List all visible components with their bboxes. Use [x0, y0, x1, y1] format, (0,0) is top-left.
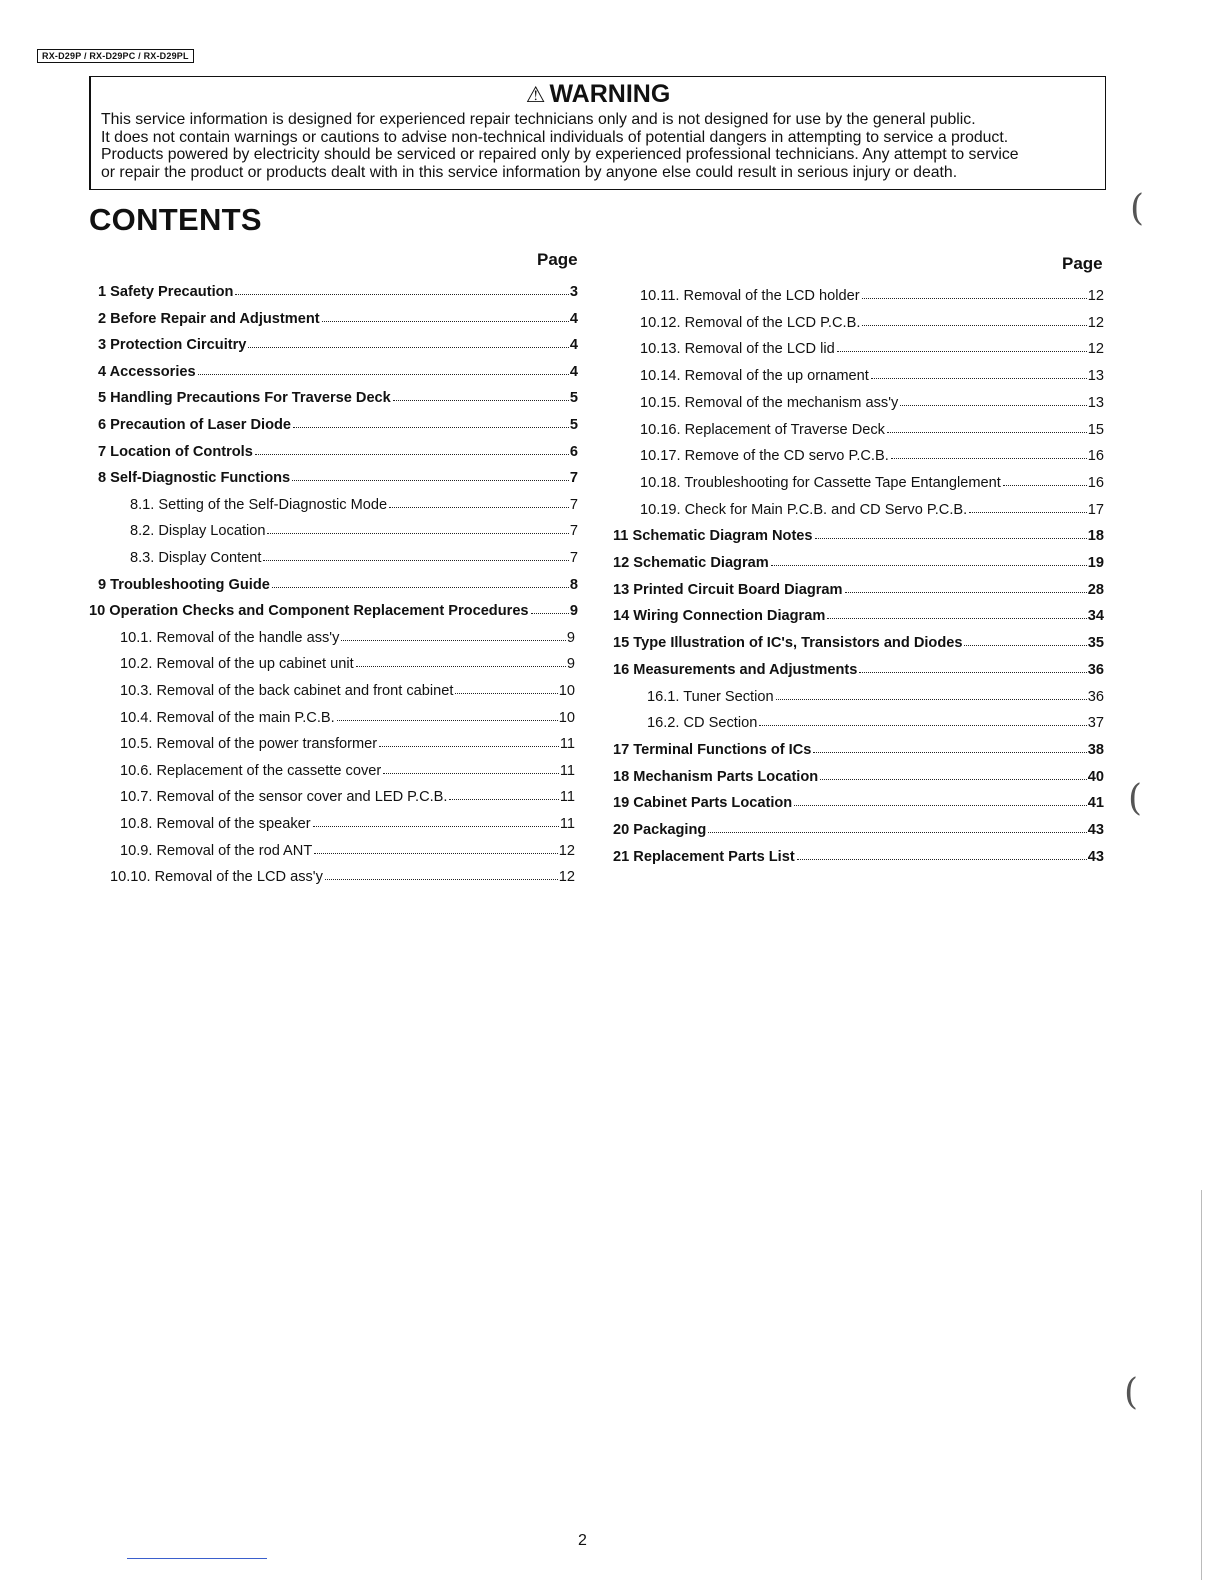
toc-leader-dots	[969, 512, 1087, 513]
toc-entry[interactable]	[640, 282, 1104, 304]
toc-entry-page: 12	[1087, 341, 1104, 358]
toc-entry-label: 4 Accessories	[98, 363, 196, 380]
toc-entry[interactable]	[640, 362, 1104, 384]
toc-entry-page: 36	[1087, 688, 1104, 705]
toc-leader-dots	[255, 454, 569, 455]
toc-entry[interactable]	[647, 683, 1104, 705]
toc-entry-page: 13	[1087, 394, 1104, 411]
page-column-header-right: Page	[1062, 254, 1103, 273]
toc-entry-label: 10.16. Replacement of Traverse Deck	[640, 421, 885, 438]
model-tag: RX-D29P / RX-D29PC / RX-D29PL	[37, 49, 194, 63]
toc-entry-label: 10.8. Removal of the speaker	[120, 816, 311, 832]
toc-leader-dots	[820, 779, 1087, 780]
toc-entry[interactable]	[640, 335, 1104, 357]
toc-entry[interactable]	[120, 677, 575, 699]
toc-leader-dots	[272, 587, 569, 588]
binder-mark: (	[1130, 188, 1145, 229]
toc-entry-page: 3	[569, 284, 578, 300]
toc-entry[interactable]	[613, 736, 1104, 758]
toc-entry[interactable]	[120, 810, 575, 832]
toc-leader-dots	[845, 592, 1087, 593]
toc-leader-dots	[248, 347, 568, 348]
toc-entry-label: 9 Troubleshooting Guide	[98, 576, 270, 593]
toc-entry[interactable]	[98, 305, 578, 327]
toc-entry-page: 11	[559, 816, 575, 832]
toc-entry-page: 16	[1087, 474, 1104, 491]
toc-entry[interactable]	[640, 442, 1104, 464]
toc-entry[interactable]	[640, 389, 1104, 411]
toc-entry-page: 12	[558, 842, 575, 859]
toc-leader-dots	[759, 725, 1086, 726]
toc-entry[interactable]	[613, 602, 1104, 624]
warning-line: It does not contain warnings or cautions to advise non-technical individuals of potential dangers in attempting to service a product.	[101, 128, 1009, 146]
page-column-header-left: Page	[537, 250, 578, 269]
toc-leader-dots	[263, 560, 568, 561]
toc-entry-page: 6	[569, 443, 578, 460]
toc-entry-page: 37	[1087, 715, 1104, 732]
toc-entry[interactable]	[640, 469, 1104, 491]
toc-entry-page: 12	[558, 869, 575, 886]
toc-leader-dots	[198, 374, 569, 375]
toc-entry[interactable]	[120, 624, 575, 646]
toc-entry-page: 13	[1087, 368, 1104, 385]
toc-entry[interactable]	[89, 597, 578, 619]
toc-entry-page: 40	[1087, 768, 1104, 785]
toc-entry-label: 10.3. Removal of the back cabinet and front cabinet	[120, 683, 454, 699]
toc-entry-page: 4	[569, 363, 578, 380]
toc-leader-dots	[356, 666, 566, 667]
toc-entry-page: 5	[569, 390, 578, 407]
toc-entry-page: 4	[569, 337, 578, 354]
toc-entry-label: 10.12. Removal of the LCD P.C.B.	[640, 314, 861, 331]
toc-entry-page: 41	[1087, 795, 1104, 812]
toc-leader-dots	[337, 720, 558, 721]
toc-entry-label: 17 Terminal Functions of ICs	[613, 741, 812, 758]
toc-leader-dots	[393, 400, 569, 401]
toc-entry[interactable]	[98, 384, 578, 406]
toc-leader-dots	[837, 351, 1087, 352]
toc-entry[interactable]	[98, 464, 578, 486]
toc-entry[interactable]	[98, 358, 578, 380]
toc-leader-dots	[322, 321, 569, 322]
toc-entry[interactable]	[640, 496, 1104, 518]
toc-entry-page: 43	[1087, 848, 1104, 865]
toc-entry-page: 38	[1087, 741, 1104, 758]
toc-entry-label: 16 Measurements and Adjustments	[613, 661, 858, 678]
toc-leader-dots	[325, 879, 558, 880]
toc-entry[interactable]	[647, 709, 1104, 731]
warning-title: WARNING	[549, 80, 671, 108]
toc-leader-dots	[341, 640, 565, 641]
toc-entry-label: 10.19. Check for Main P.C.B. and CD Servo P.C.B.	[640, 501, 968, 518]
toc-entry-label: 10.6. Replacement of the cassette cover	[120, 762, 382, 779]
toc-entry-label: 1 Safety Precaution	[98, 284, 234, 300]
toc-entry-label: 13 Printed Circuit Board Diagram	[613, 581, 843, 598]
toc-entry[interactable]	[613, 549, 1104, 571]
toc-entry-page: 19	[1087, 555, 1104, 571]
toc-entry[interactable]	[613, 843, 1104, 865]
toc-entry[interactable]	[120, 783, 575, 805]
toc-entry-label: 10.11. Removal of the LCD holder	[640, 288, 860, 304]
toc-leader-dots	[900, 405, 1086, 406]
toc-entry[interactable]	[120, 650, 575, 672]
toc-entry-page: 28	[1087, 581, 1104, 598]
toc-entry-label: 5 Handling Precautions For Traverse Deck	[98, 390, 391, 407]
toc-entry-label: 12 Schematic Diagram	[613, 555, 769, 571]
toc-entry-page: 10	[558, 709, 575, 726]
toc-leader-dots	[794, 805, 1087, 806]
toc-entry-label: 10.15. Removal of the mechanism ass'y	[640, 394, 899, 411]
toc-entry-page: 18	[1087, 528, 1104, 545]
toc-leader-dots	[292, 480, 569, 481]
toc-entry-page: 12	[1087, 314, 1104, 331]
toc-entry[interactable]	[613, 789, 1104, 811]
toc-entry-label: 7 Location of Controls	[98, 443, 253, 460]
toc-leader-dots	[267, 533, 568, 534]
warning-heading	[91, 80, 1105, 109]
toc-entry-page: 9	[569, 603, 578, 620]
toc-leader-dots	[1003, 485, 1087, 486]
toc-entry[interactable]	[613, 522, 1104, 544]
warning-text	[101, 111, 1101, 181]
toc-entry-page: 7	[569, 470, 578, 487]
toc-leader-dots	[776, 699, 1087, 700]
toc-entry[interactable]	[120, 730, 575, 752]
toc-entry-label: 10.2. Removal of the up cabinet unit	[120, 656, 354, 673]
toc-entry[interactable]	[120, 757, 575, 779]
toc-entry[interactable]	[613, 629, 1104, 651]
toc-entry-page: 16	[1087, 448, 1104, 465]
toc-entry-label: 16.2. CD Section	[647, 715, 758, 732]
toc-entry-label: 3 Protection Circuitry	[98, 337, 247, 354]
toc-entry[interactable]	[613, 763, 1104, 785]
toc-leader-dots	[293, 427, 569, 428]
toc-entry-page: 15	[1087, 421, 1104, 438]
toc-entry-label: 8 Self-Diagnostic Functions	[98, 470, 291, 487]
toc-entry[interactable]	[98, 411, 578, 433]
toc-entry-page: 36	[1087, 661, 1104, 678]
toc-entry[interactable]	[613, 816, 1104, 838]
toc-entry-page: 17	[1087, 501, 1104, 518]
toc-leader-dots	[887, 432, 1087, 433]
toc-entry-label: 8.2. Display Location	[130, 523, 266, 540]
toc-entry-label: 20 Packaging	[613, 822, 707, 838]
toc-entry-page: 34	[1087, 608, 1104, 625]
toc-entry-label: 14 Wiring Connection Diagram	[613, 608, 826, 625]
toc-entry[interactable]	[613, 656, 1104, 678]
toc-entry-page: 5	[569, 417, 578, 433]
toc-entry-label: 8.1. Setting of the Self-Diagnostic Mode	[130, 496, 388, 513]
toc-entry[interactable]	[120, 704, 575, 726]
toc-entry[interactable]	[640, 416, 1104, 438]
toc-leader-dots	[964, 645, 1086, 646]
footer-rule	[127, 1558, 267, 1559]
toc-entry-label: 15 Type Illustration of IC's, Transistors and Diodes	[613, 635, 963, 652]
warning-box	[89, 76, 1106, 190]
toc-leader-dots	[827, 618, 1086, 619]
toc-leader-dots	[449, 799, 558, 800]
toc-entry-label: 2 Before Repair and Adjustment	[98, 310, 320, 327]
toc-entry[interactable]	[130, 517, 578, 539]
binder-mark: (	[1128, 778, 1143, 819]
toc-entry-label: 10.5. Removal of the power transformer	[120, 736, 378, 753]
toc-leader-dots	[771, 565, 1087, 566]
contents-title: CONTENTS	[89, 202, 262, 237]
warning-line: This service information is designed for experienced repair technicians only and is not designed for use by the general public.	[101, 111, 976, 128]
warning-line: Products powered by electricity should be serviced or repaired only by experienced professional technicians. Any attempt to service	[101, 146, 1019, 163]
toc-leader-dots	[797, 859, 1087, 860]
binder-mark: (	[1124, 1372, 1139, 1413]
toc-entry[interactable]	[98, 571, 578, 593]
toc-leader-dots	[862, 298, 1087, 299]
toc-entry-label: 10.9. Removal of the rod ANT	[120, 842, 313, 859]
toc-leader-dots	[379, 746, 559, 747]
toc-entry[interactable]	[613, 576, 1104, 598]
toc-entry[interactable]	[120, 837, 575, 859]
toc-leader-dots	[235, 294, 568, 295]
toc-leader-dots	[389, 507, 569, 508]
toc-leader-dots	[383, 773, 559, 774]
toc-entry-label: 21 Replacement Parts List	[613, 848, 795, 865]
toc-entry-page: 35	[1087, 635, 1104, 652]
scan-edge	[1201, 1190, 1202, 1580]
page-number: 2	[578, 1532, 587, 1549]
toc-leader-dots	[862, 325, 1086, 326]
toc-entry-label: 10.13. Removal of the LCD lid	[640, 341, 835, 358]
toc-leader-dots	[455, 693, 557, 694]
toc-entry-label: 11 Schematic Diagram Notes	[613, 528, 813, 545]
toc-entry-page: 4	[569, 310, 578, 327]
toc-entry-page: 7	[569, 550, 578, 566]
toc-entry-label: 18 Mechanism Parts Location	[613, 768, 819, 785]
warning-line: or repair the product or products dealt with in this service information by anyone else could result in serious injury or death.	[101, 163, 958, 181]
toc-entry-label: 10.17. Remove of the CD servo P.C.B.	[640, 448, 889, 465]
toc-entry-page: 11	[559, 736, 575, 753]
toc-entry-label: 19 Cabinet Parts Location	[613, 795, 793, 812]
toc-entry[interactable]	[640, 309, 1104, 331]
toc-entry-page: 8	[569, 576, 578, 593]
toc-entry[interactable]	[98, 278, 578, 300]
toc-entry[interactable]	[130, 491, 578, 513]
toc-entry-page: 7	[569, 496, 578, 513]
toc-entry-page: 12	[1087, 288, 1104, 304]
toc-entry-label: 10.1. Removal of the handle ass'y	[120, 629, 340, 646]
toc-entry-page: 7	[569, 523, 578, 540]
toc-leader-dots	[531, 613, 569, 614]
warning-triangle-icon: ⚠	[525, 82, 546, 107]
toc-entry-label: 10.4. Removal of the main P.C.B.	[120, 709, 335, 726]
toc-entry-page: 9	[566, 629, 575, 646]
toc-entry-label: 10.7. Removal of the sensor cover and LED P.C.B.	[120, 789, 448, 806]
toc-leader-dots	[815, 538, 1087, 539]
toc-entry-label: 10.14. Removal of the up ornament	[640, 368, 869, 385]
toc-leader-dots	[708, 832, 1086, 833]
toc-entry[interactable]	[110, 863, 575, 885]
toc-entry-label: 10.10. Removal of the LCD ass'y	[110, 869, 323, 886]
toc-leader-dots	[871, 378, 1087, 379]
toc-leader-dots	[313, 826, 559, 827]
toc-entry[interactable]	[98, 438, 578, 460]
toc-leader-dots	[859, 672, 1086, 673]
toc-leader-dots	[891, 458, 1087, 459]
toc-entry-page: 11	[559, 789, 575, 806]
toc-entry-page: 9	[566, 656, 575, 673]
toc-entry-page: 11	[559, 762, 575, 779]
toc-entry-page: 43	[1087, 822, 1104, 838]
toc-entry-label: 10 Operation Checks and Component Replacement Procedures	[89, 603, 529, 620]
toc-leader-dots	[813, 752, 1086, 753]
toc-entry-label: 8.3. Display Content	[130, 550, 262, 566]
toc-entry[interactable]	[130, 544, 578, 566]
toc-entry-page: 10	[558, 683, 575, 699]
toc-entry-label: 6 Precaution of Laser Diode	[98, 417, 292, 433]
toc-leader-dots	[314, 853, 558, 854]
toc-entry-label: 10.18. Troubleshooting for Cassette Tape Entanglement	[640, 474, 1001, 491]
toc-entry-label: 16.1. Tuner Section	[647, 688, 774, 705]
toc-entry[interactable]	[98, 331, 578, 353]
